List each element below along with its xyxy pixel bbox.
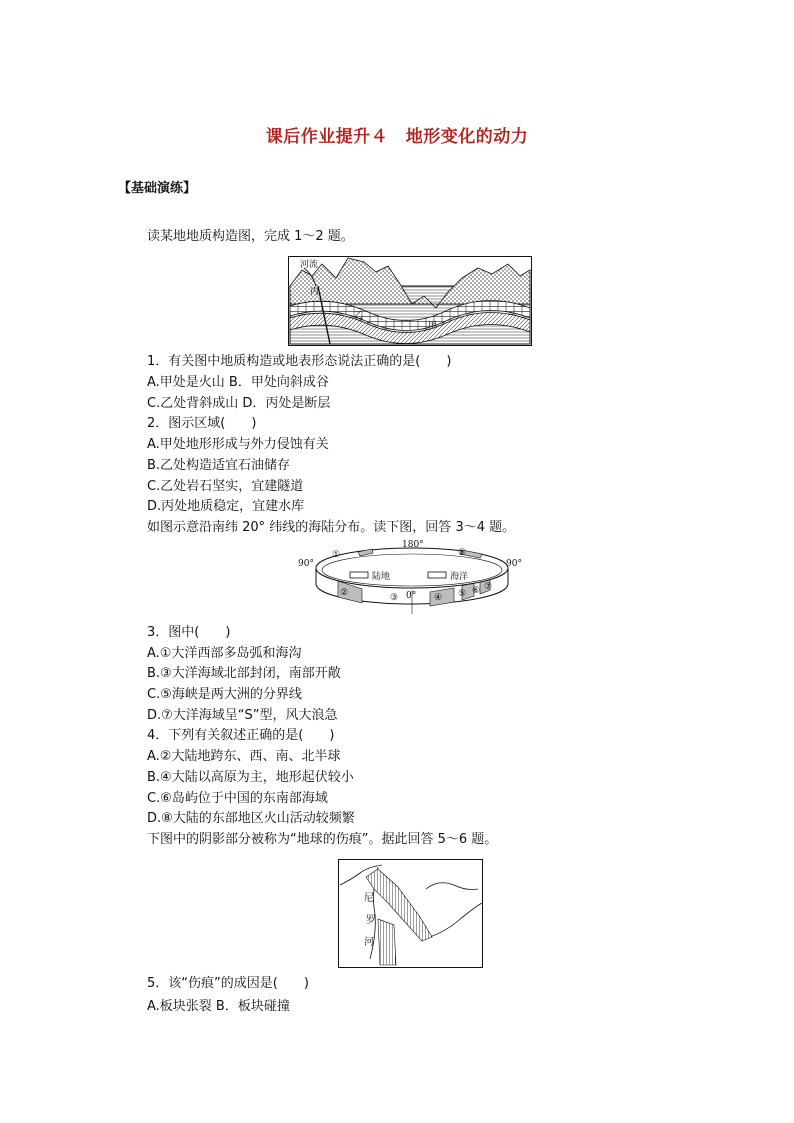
mark-7: ⑦ bbox=[484, 582, 493, 592]
mark-3: ③ bbox=[390, 593, 399, 603]
label-90-left: 90° bbox=[298, 559, 314, 569]
label-jia: 甲 bbox=[428, 321, 438, 331]
rift-map-figure bbox=[338, 859, 484, 969]
page-title: 课后作业提升４ 地形变化的动力 bbox=[265, 127, 529, 147]
mark-8: ⑧ bbox=[458, 548, 467, 558]
label-he: 河 bbox=[364, 937, 374, 948]
geology-figure bbox=[288, 256, 532, 346]
q2-option-d: D.丙处地质稳定，宜建水库 bbox=[147, 499, 305, 514]
latitude-ring-figure bbox=[298, 540, 526, 616]
q1-stem: 1．有关图中地质构造或地表形态说法正确的是( ) bbox=[147, 354, 452, 369]
q2-option-a: A.甲处地形形成与外力侵蚀有关 bbox=[147, 437, 329, 452]
q3-option-b: B.③大洋海域北部封闭，南部开敞 bbox=[147, 666, 341, 681]
label-90-right: 90° bbox=[506, 559, 522, 569]
q5-stem: 5．该“伤痕”的成因是( ) bbox=[147, 976, 309, 991]
q4-option-a: A.②大陆地跨东、西、南、北半球 bbox=[147, 749, 341, 764]
mark-4: ④ bbox=[434, 593, 443, 603]
q3-option-d: D.⑦大洋海域呈“S”型，风大浪急 bbox=[147, 708, 338, 723]
label-river: 河流 bbox=[300, 260, 319, 270]
q2-stem: 2．图示区域( ) bbox=[147, 416, 257, 431]
q5-option-ab: A.板块张裂 B．板块碰撞 bbox=[147, 999, 290, 1014]
mark-5: ⑤ bbox=[458, 589, 467, 599]
q4-stem: 4．下列有关叙述正确的是( ) bbox=[147, 728, 335, 743]
q3-option-a: A.①大洋西部多岛弧和海沟 bbox=[147, 646, 302, 661]
q2-option-b: B.乙处构造适宜石油储存 bbox=[147, 458, 291, 473]
label-0: 0° bbox=[406, 591, 417, 601]
section-heading: 【基础演练】 bbox=[118, 181, 197, 196]
label-ni: 尼 bbox=[364, 893, 374, 904]
label-180: 180° bbox=[402, 540, 424, 550]
label-yi: 乙 bbox=[354, 311, 364, 321]
mark-2: ② bbox=[340, 588, 349, 598]
legend-land: 陆地 bbox=[372, 572, 391, 582]
label-luo: 罗 bbox=[366, 915, 376, 926]
label-bing: 丙 bbox=[310, 287, 320, 297]
group2-intro: 如图示意沿南纬 20° 纬线的海陆分布。读下图，回答 3～4 题。 bbox=[147, 520, 516, 535]
q3-stem: 3．图中( ) bbox=[147, 625, 231, 640]
mark-1: ① bbox=[332, 550, 341, 560]
q4-option-b: B.④大陆以高原为主，地形起伏较小 bbox=[147, 770, 354, 785]
q4-option-c: C.⑥岛屿位于中国的东南部海域 bbox=[147, 791, 328, 806]
q1-option-ab: A.甲处是火山 B．甲处向斜成谷 bbox=[147, 375, 329, 390]
mark-6: ⑥ bbox=[472, 586, 481, 596]
group3-intro: 下图中的阴影部分被称为“地球的伤痕”。据此回答 5～6 题。 bbox=[147, 832, 498, 847]
q4-option-d: D.⑧大陆的东部地区火山活动较频繁 bbox=[147, 811, 355, 826]
group1-intro: 读某地地质构造图，完成 1～2 题。 bbox=[147, 229, 354, 244]
legend-ocean: 海洋 bbox=[450, 572, 469, 582]
q1-option-cd: C.乙处背斜成山 D．丙处是断层 bbox=[147, 396, 331, 411]
q3-option-c: C.⑤海峡是两大洲的分界线 bbox=[147, 687, 302, 702]
q2-option-c: C.乙处岩石坚实，宜建隧道 bbox=[147, 479, 304, 494]
